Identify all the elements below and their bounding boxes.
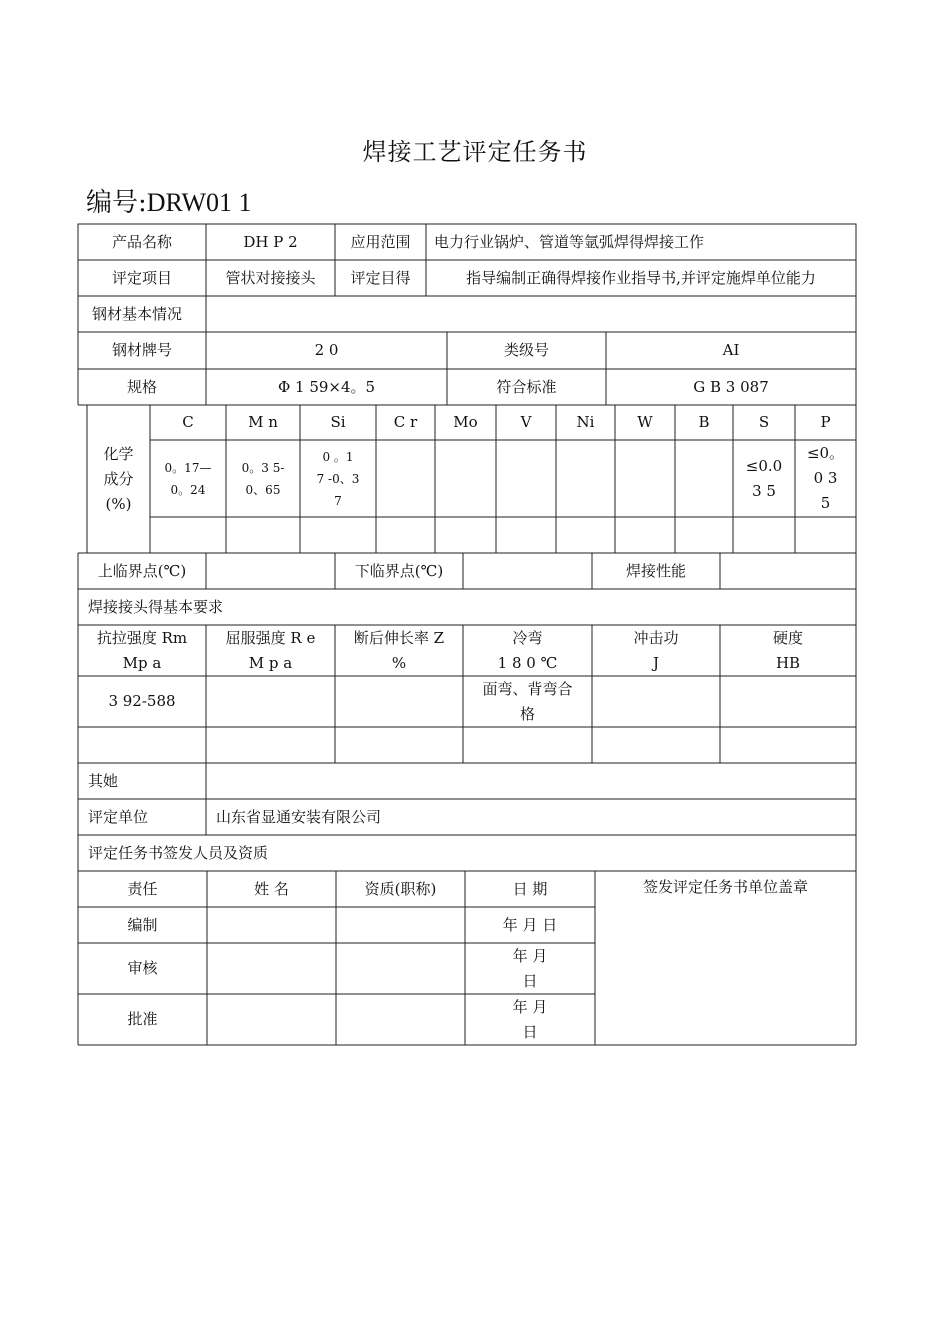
- other-value: [206, 763, 856, 799]
- requirement-value: [206, 727, 335, 763]
- evaluation-item-value: 管状对接接头: [225, 268, 316, 287]
- class-label: 类级号: [503, 341, 549, 359]
- requirement-value: [592, 727, 720, 763]
- chemistry-value: [556, 440, 615, 517]
- chemistry-element: C: [182, 413, 194, 431]
- requirement-value: [335, 727, 463, 763]
- requirement-value: [206, 676, 335, 727]
- chemistry-element: C r: [393, 413, 418, 431]
- weldability-value: [720, 553, 856, 589]
- class-value: AI: [722, 341, 740, 359]
- chemistry-element: M n: [248, 413, 278, 431]
- chemistry-value: ≤0.0 3 5: [745, 456, 783, 500]
- signoff-role: 批准: [127, 1010, 158, 1028]
- signoff-date: 年 月 日: [512, 946, 548, 990]
- lower-critical-value: [463, 553, 592, 589]
- purpose-value: 指导编制正确得焊接作业指导书,并评定施焊单位能力: [466, 268, 816, 287]
- requirement-header: 抗拉强度 Rm Mp a: [96, 628, 188, 672]
- signoff-qualification: [336, 943, 465, 994]
- signoff-qualification: [336, 994, 465, 1045]
- scope-value: 电力行业锅炉、管道等氩弧焊得焊接工作: [434, 232, 705, 251]
- chemistry-element: P: [820, 413, 831, 431]
- steel-basic-label: 钢材基本情况: [92, 304, 183, 323]
- requirement-value: [78, 727, 206, 763]
- signoff-name: [207, 943, 336, 994]
- other-label: 其她: [88, 771, 119, 790]
- chemistry-element: W: [637, 413, 653, 431]
- requirement-value: [335, 676, 463, 727]
- requirement-value: 3 92-588: [108, 692, 176, 710]
- requirement-header: 断后伸长率 Z %: [353, 628, 445, 672]
- requirement-value: [720, 727, 856, 763]
- chemistry-value: 0。17— 0。24: [164, 460, 212, 497]
- requirement-header: 冲击功 J: [633, 628, 679, 672]
- spec-value: Φ 1 59×4。5: [277, 377, 376, 396]
- requirement-value: [463, 727, 592, 763]
- signoff-date: 年 月 日: [502, 915, 558, 934]
- signoff-name: [207, 994, 336, 1045]
- chemistry-value: 0 。1 7 -0、3 7: [316, 449, 360, 508]
- purpose-label: 评定目得: [350, 268, 411, 287]
- product-name-value: DH P 2: [243, 232, 298, 251]
- scope-label: 应用范围: [350, 232, 411, 251]
- chemistry-element: V: [520, 413, 532, 431]
- signoff-section-label: 评定任务书签发人员及资质: [88, 843, 269, 862]
- signoff-header-date: 日 期: [512, 879, 548, 898]
- document-number-label: 编号:: [86, 188, 147, 218]
- steel-grade-value: 2 0: [314, 341, 339, 359]
- chemistry-value: [435, 440, 496, 517]
- chemistry-value: [675, 440, 733, 517]
- evaluation-unit-label: 评定单位: [88, 807, 149, 826]
- upper-critical-value: [206, 553, 335, 589]
- signoff-header-qualification: 资质(职称): [364, 879, 437, 898]
- chemistry-element: Mo: [453, 413, 478, 431]
- signoff-qualification: [336, 907, 465, 943]
- standard-value: G B 3 087: [693, 377, 769, 396]
- requirement-value: [592, 676, 720, 727]
- chemistry-value: 0。3 5- 0、65: [241, 460, 285, 497]
- steel-grade-label: 钢材牌号: [111, 341, 172, 359]
- requirement-header: 硬度 HB: [772, 628, 803, 672]
- signoff-date: 年 月 日: [512, 997, 548, 1041]
- signoff-role: 审核: [127, 959, 158, 977]
- chemistry-value: [615, 440, 675, 517]
- lower-critical-label: 下临界点(℃): [354, 561, 444, 580]
- standard-label: 符合标准: [496, 377, 557, 396]
- document-title: 焊接工艺评定任务书: [362, 138, 588, 166]
- chemistry-label: 化学 成分 (%): [103, 444, 134, 513]
- chemistry-value: ≤0。 0 3 5: [806, 444, 845, 512]
- evaluation-unit-value: 山东省显通安装有限公司: [216, 807, 382, 826]
- chemistry-value: [496, 440, 556, 517]
- chemistry-element: Ni: [576, 413, 595, 431]
- signoff-header-role: 责任: [127, 879, 158, 898]
- requirement-value: [720, 676, 856, 727]
- chemistry-value: [376, 440, 435, 517]
- chemistry-element: B: [698, 413, 710, 431]
- upper-critical-label: 上临界点(℃): [97, 561, 187, 580]
- document-number-value: DRW01 1: [146, 188, 252, 217]
- requirement-header: 屈服强度 R e M p a: [225, 628, 316, 672]
- signoff-name: [207, 907, 336, 943]
- chemistry-element: S: [758, 413, 770, 431]
- chemistry-element: Si: [330, 413, 346, 431]
- requirement-header: 冷弯 1 8 0 ℃: [497, 628, 558, 672]
- seal-area-label: 签发评定任务书单位盖章: [642, 878, 808, 896]
- spec-label: 规格: [126, 377, 157, 396]
- evaluation-item-label: 评定项目: [111, 268, 172, 287]
- signoff-role: 编制: [127, 915, 158, 934]
- weldability-label: 焊接性能: [625, 561, 686, 580]
- requirement-value: 面弯、背弯合 格: [482, 679, 573, 723]
- signoff-header-name: 姓 名: [254, 879, 289, 898]
- joint-requirements-label: 焊接接头得基本要求: [88, 597, 224, 616]
- product-name-label: 产品名称: [111, 232, 172, 251]
